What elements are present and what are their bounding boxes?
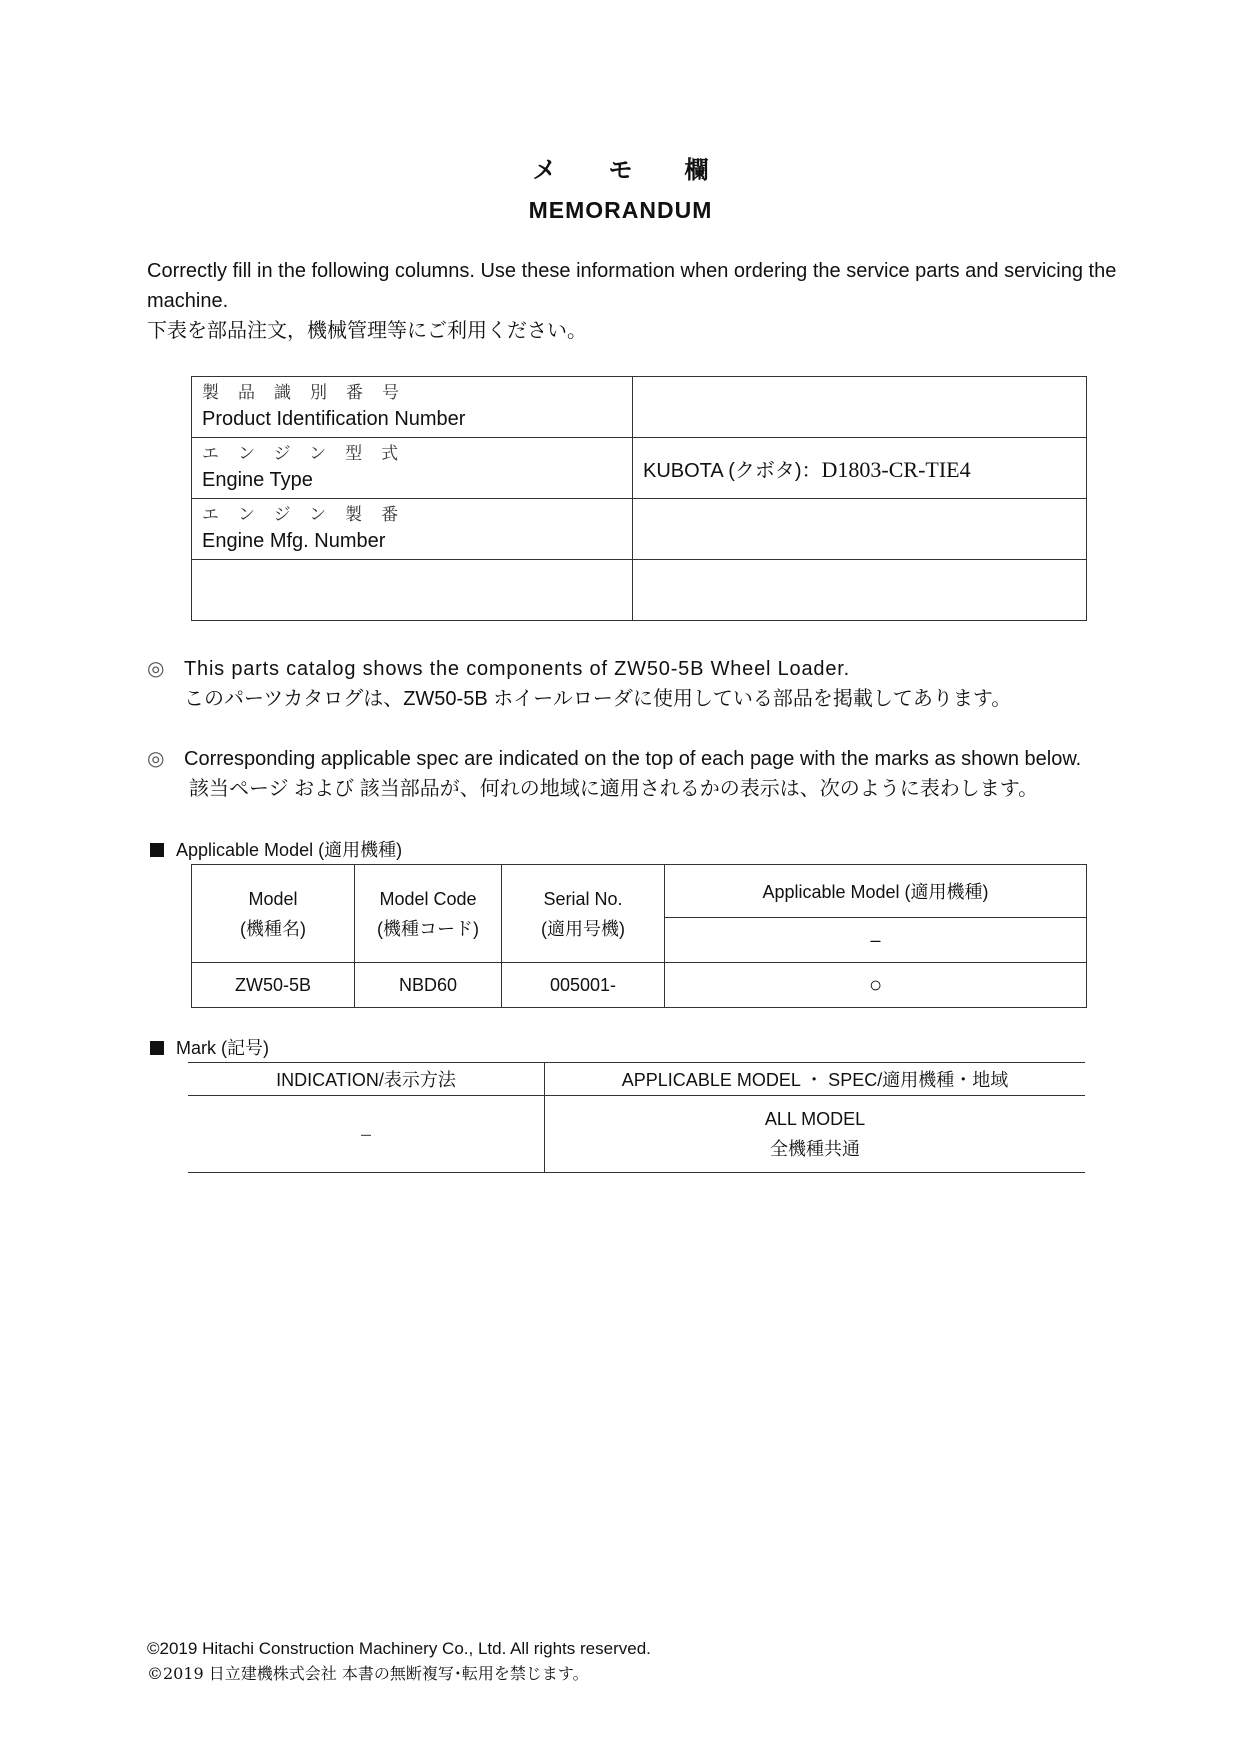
applicable-model-label: Applicable Model (適用機種) [150,836,402,862]
note-text-jp: このパーツカタログは、ZW50-5B ホイールローダに使用している部品を掲載してあります。 [184,688,1012,710]
table-row [188,1096,1085,1173]
cell-applicable-spec [545,1096,1086,1173]
cell-indication: – [188,1096,545,1173]
memo-label-jp: エンジン型式 [202,444,418,464]
all-model-jp: 全機種共通 [770,1139,860,1159]
copyright-jp: ©2019 日立建機株式会社 本書の無断複写･転用を禁じます。 [147,1664,589,1683]
mark-table [188,1062,1085,1173]
engine-type-code: D1803-CR-TIE4 [821,456,971,482]
table-row [192,963,1087,1008]
mark-label: Mark (記号) [150,1034,269,1060]
square-bullet-icon [150,843,164,857]
memo-label-en: Product Identification Number [202,408,466,430]
header-model: Model (機種名) [192,865,355,963]
memo-row [192,438,1087,499]
double-circle-icon: ◎ [147,658,166,680]
header-applicable-sub: – [665,918,1087,963]
memo-label-jp: 製品識別番号 [202,383,418,403]
applicable-model-table [191,864,1087,1008]
double-circle-icon: ◎ [147,748,165,770]
header-applicable-spec: APPLICABLE MODEL ・ SPEC/適用機種・地域 [545,1063,1086,1096]
cell-model: ZW50-5B [192,963,355,1008]
memo-label-cell [192,499,633,560]
engine-type-value[interactable] [633,438,1087,499]
copyright-en: ©2019 Hitachi Construction Machinery Co., Ltd. All rights reserved. [147,1639,651,1658]
engine-maker: KUBOTA (クボタ)： [643,459,822,482]
note-spec [147,744,1147,804]
memo-blank-value[interactable] [633,560,1087,621]
table-row [192,865,1087,918]
memo-label-jp: エンジン製番 [202,505,418,525]
header-model-code: Model Code (機種コード) [355,865,502,963]
copyright-footer [147,1636,651,1686]
note-catalog [147,654,1147,714]
product-id-value[interactable] [633,377,1087,438]
all-model-en: ALL MODEL [764,1109,866,1129]
memo-row [192,560,1087,621]
cell-model-code: NBD60 [355,963,502,1008]
memo-row [192,377,1087,438]
square-bullet-icon [150,1041,164,1055]
note-text-jp: 該当ページ および 該当部品が、何れの地域に適用されるかの表示は、次のように表わします。 [189,778,1039,800]
header-applicable: Applicable Model (適用機種) [665,865,1087,918]
memo-label-cell [192,438,633,499]
memo-table [191,376,1087,621]
memo-label-en: Engine Mfg. Number [202,530,386,552]
intro-text-jp: 下表を部品注文，機械管理等にご利用ください。 [147,320,587,342]
engine-mfg-number-value[interactable] [633,499,1087,560]
header-serial: Serial No. (適用号機) [502,865,665,963]
circle-mark-icon: ○ [665,963,1087,1008]
memo-label-cell [192,377,633,438]
note-text-en: This parts catalog shows the components of ZW50-5B Wheel Loader. [184,658,850,680]
note-text-en: Corresponding applicable spec are indicated on the top of each page with the marks as shown below. [184,748,1082,770]
page-title: MEMORANDUM [528,197,713,223]
memo-label-en: Engine Type [202,469,313,491]
cell-serial: 005001- [502,963,665,1008]
page-title-jp: メモ欄 [532,157,761,184]
table-row [188,1063,1085,1096]
memo-row [192,499,1087,560]
intro-text-en: Correctly fill in the following columns. Use these information when ordering the service parts and servicing the machine. [147,260,1117,312]
header-indication: INDICATION/表示方法 [188,1063,545,1096]
memo-blank-label[interactable] [192,560,633,621]
